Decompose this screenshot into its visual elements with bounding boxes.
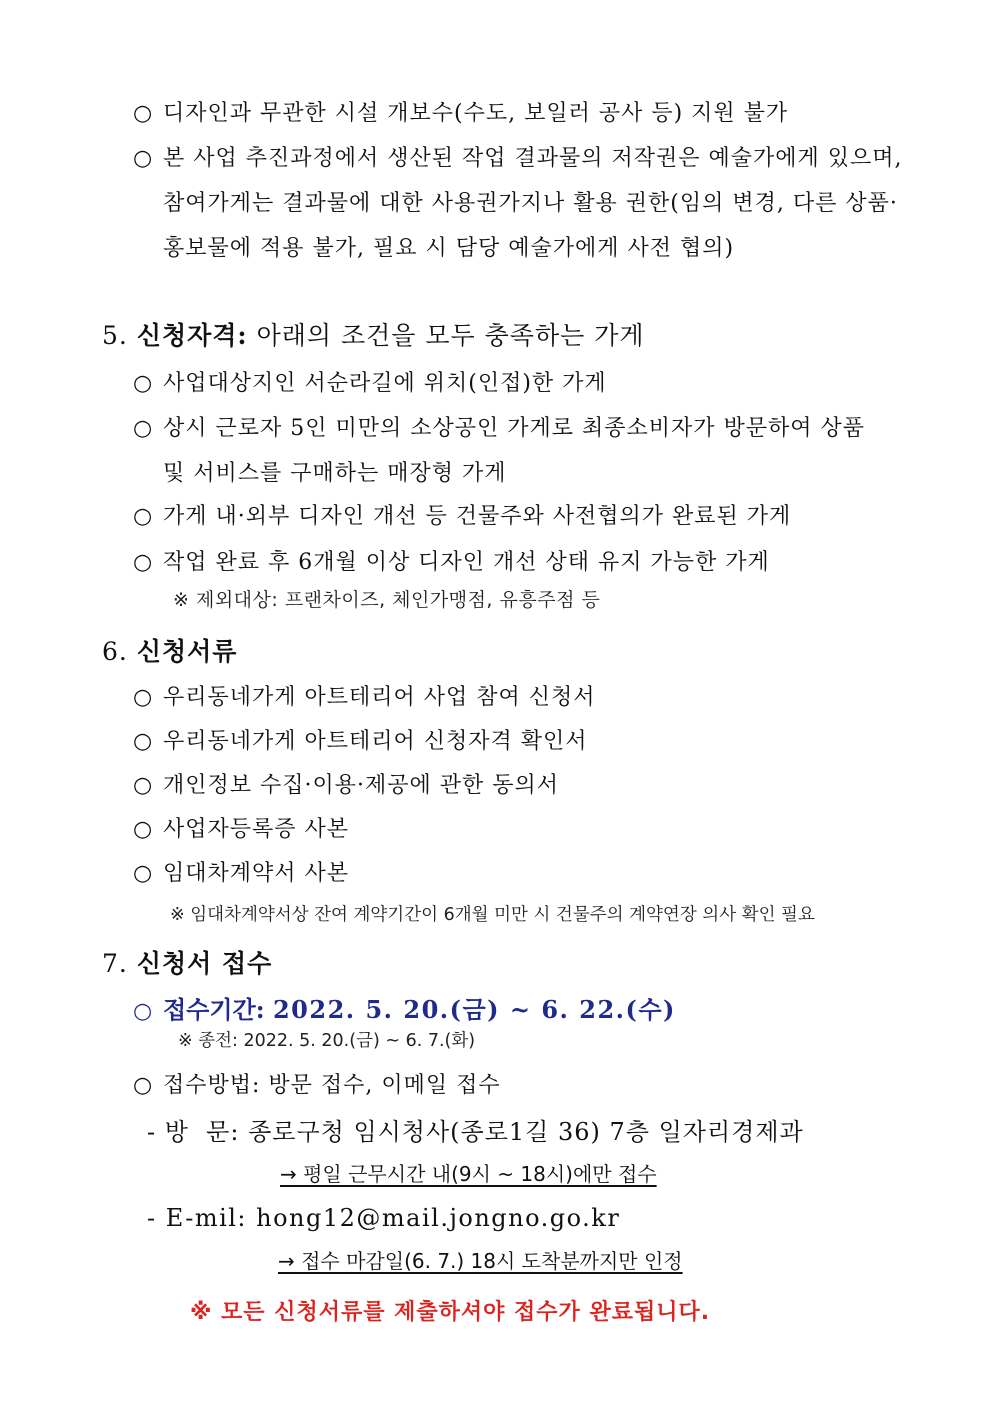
section-6-number: 6. <box>102 637 128 666</box>
s7-visit-note: → 평일 근무시간 내(9시 ~ 18시)에만 접수 <box>280 1162 657 1186</box>
s6-item-2 <box>133 724 588 755</box>
s7-method-text: 접수방법: 방문 접수, 이메일 접수 <box>163 1073 501 1098</box>
s5-item-3-text: 가게 내·외부 디자인 개선 등 건물주와 사전협의가 완료된 가게 <box>163 504 792 529</box>
top-item-2-text: 본 사업 추진과정에서 생산된 작업 결과물의 저작권은 예술가에게 있으며, <box>163 146 903 171</box>
bullet-circle-icon: ○ <box>133 1073 154 1098</box>
section-7-number: 7. <box>102 949 128 978</box>
section-6-heading <box>102 632 237 668</box>
s7-email: - E-mil: hong12@mail.jongno.go.kr <box>147 1204 621 1232</box>
s5-item-4-text: 작업 완료 후 6개월 이상 디자인 개선 상태 유지 가능한 가게 <box>163 550 770 575</box>
bullet-circle-icon: ○ <box>133 101 154 126</box>
bullet-circle-icon: ○ <box>133 998 153 1024</box>
s6-item-3 <box>133 768 559 799</box>
bullet-circle-icon: ○ <box>133 861 154 886</box>
s5-item-1 <box>133 366 607 397</box>
bullet-circle-icon: ○ <box>133 729 154 754</box>
top-item-1 <box>133 96 788 127</box>
bullet-circle-icon: ○ <box>133 504 154 529</box>
s5-note: ※ 제외대상: 프랜차이즈, 체인가맹점, 유흥주점 등 <box>173 589 601 611</box>
top-item-2-cont-2: 홍보물에 적용 불가, 필요 시 담당 예술가에게 사전 협의) <box>163 236 735 261</box>
s6-item-1-text: 우리동네가게 아트테리어 사업 참여 신청서 <box>163 685 596 710</box>
s6-item-4 <box>133 812 349 843</box>
section-6-title: 신청서류 <box>136 637 238 666</box>
section-5-heading <box>102 316 645 352</box>
s7-period-label: 접수기간: <box>163 995 265 1024</box>
s6-item-3-text: 개인정보 수집·이용·제공에 관한 동의서 <box>163 773 559 798</box>
section-7-heading <box>102 944 272 980</box>
s7-final-notice: ※ 모든 신청서류를 제출하셔야 접수가 완료됩니다. <box>190 1300 711 1325</box>
s6-item-2-text: 우리동네가게 아트테리어 신청자격 확인서 <box>163 729 588 754</box>
s7-method <box>133 1068 501 1099</box>
s5-item-1-text: 사업대상지인 서순라길에 위치(인접)한 가게 <box>163 371 607 396</box>
top-item-2-cont-1: 참여가게는 결과물에 대한 사용권가지나 활용 권한(임의 변경, 다른 상품· <box>163 191 898 216</box>
bullet-circle-icon: ○ <box>133 550 154 575</box>
bullet-circle-icon: ○ <box>133 416 154 441</box>
bullet-circle-icon: ○ <box>133 773 154 798</box>
s5-item-4 <box>133 545 770 576</box>
s5-item-2 <box>133 411 865 442</box>
s5-item-2-cont: 및 서비스를 구매하는 매장형 가게 <box>163 461 507 486</box>
bullet-circle-icon: ○ <box>133 146 154 171</box>
s6-item-5-text: 임대차계약서 사본 <box>163 861 350 886</box>
section-5-desc: 아래의 조건을 모두 충족하는 가게 <box>256 321 645 350</box>
s7-period-note: ※ 종전: 2022. 5. 20.(금) ~ 6. 7.(화) <box>178 1031 476 1051</box>
s6-note: ※ 임대차계약서상 잔여 계약기간이 6개월 미만 시 건물주의 계약연장 의사 확인 필요 <box>170 905 815 925</box>
section-7-title: 신청서 접수 <box>136 949 273 978</box>
s7-email-note: → 접수 마감일(6. 7.) 18시 도착분까지만 인정 <box>278 1249 683 1273</box>
section-5-title: 신청자격: <box>136 321 248 350</box>
s6-item-4-text: 사업자등록증 사본 <box>163 817 350 842</box>
s6-item-5 <box>133 856 349 887</box>
s7-period <box>133 990 676 1025</box>
bullet-circle-icon: ○ <box>133 685 154 710</box>
s7-visit: - 방 문: 종로구청 임시청사(종로1길 36) 7층 일자리경제과 <box>147 1118 804 1146</box>
s6-item-1 <box>133 680 596 711</box>
s5-item-3 <box>133 499 791 530</box>
bullet-circle-icon: ○ <box>133 817 154 842</box>
s5-item-2-text: 상시 근로자 5인 미만의 소상공인 가게로 최종소비자가 방문하여 상품 <box>163 416 866 441</box>
section-5-number: 5. <box>102 321 128 350</box>
top-item-2 <box>133 141 903 172</box>
bullet-circle-icon: ○ <box>133 371 154 396</box>
top-item-1-text: 디자인과 무관한 시설 개보수(수도, 보일러 공사 등) 지원 불가 <box>163 101 789 126</box>
s7-period-value: 2022. 5. 20.(금) ~ 6. 22.(수) <box>272 995 676 1024</box>
